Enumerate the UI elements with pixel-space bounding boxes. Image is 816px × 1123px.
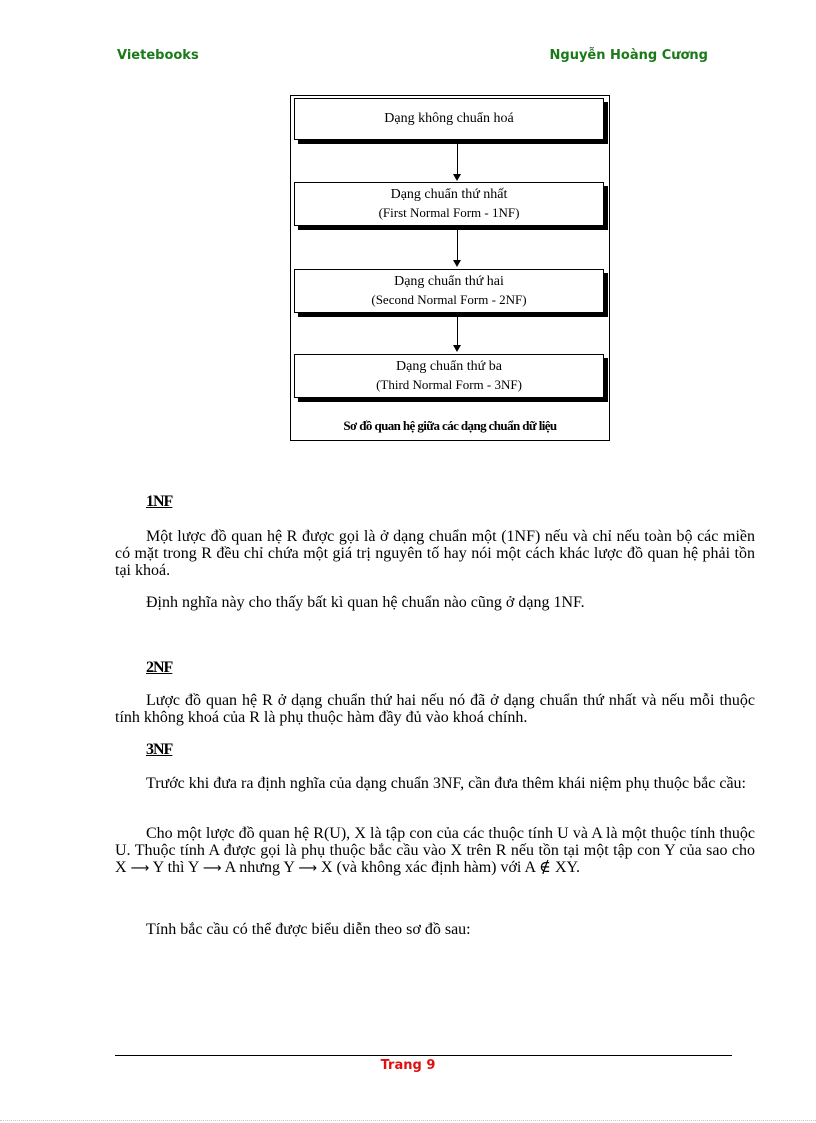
heading-1nf: 1NF	[146, 493, 173, 510]
connector-line	[457, 230, 458, 261]
box-title: Dạng chuẩn thứ hai	[394, 274, 504, 289]
arrow-down-icon	[453, 174, 461, 181]
box-subtitle: (Second Normal Form - 2NF)	[371, 292, 527, 307]
right-arrow-icon: ⟶	[130, 861, 150, 876]
paragraph-2nf-definition	[115, 692, 755, 726]
paragraph-text: Một lược đồ quan hệ R được gọi là ở dạng chuẩn một (1NF) nếu và chỉ nếu toàn bộ các miền có mặt trong R đều chỉ chứa một giá trị nguyên tố hay nói một cách khác lược đồ quan hệ phải tồn tại khoá.	[115, 528, 755, 579]
page-bottom-border	[0, 1120, 816, 1121]
paragraph-text	[115, 825, 755, 877]
paragraph-3nf-intro	[115, 775, 755, 792]
text-segment: X (và	[320, 859, 357, 876]
paragraph-1nf-definition	[115, 528, 755, 579]
paragraph-text: Định nghĩa này cho thấy bất kì quan hệ chuẩn nào cũng ở dạng 1NF.	[146, 594, 585, 611]
paragraph-text: Tính bắc cầu có thể được biểu diễn theo sơ đồ sau:	[146, 921, 471, 938]
box-title: Dạng chuẩn thứ ba	[396, 359, 502, 374]
text-segment: không xác định hàm) với A ∉ XY.	[360, 859, 581, 876]
box-subtitle: (First Normal Form - 1NF)	[378, 205, 520, 220]
diagram-caption: Sơ đồ quan hệ giữa các dạng chuẩn dữ liệu	[343, 418, 557, 433]
page-number: Trang 9	[380, 1058, 436, 1073]
header-right: Nguyễn Hoàng Cương	[549, 48, 708, 63]
text-segment: nếu tồn tại một tập con Y của sao cho X	[115, 842, 756, 876]
arrow-down-icon	[453, 345, 461, 352]
paragraph-text: Trước khi đưa ra định nghĩa của dạng chuẩn 3NF, cần đưa thêm khái niệm phụ thuộc bắc cầu:	[146, 775, 746, 792]
diagram-box-2nf	[294, 269, 604, 313]
right-arrow-icon: ⟶	[202, 861, 222, 876]
connector-line	[457, 144, 458, 175]
paragraph-transitive-diagram-intro	[115, 921, 755, 938]
text-segment: A nhưng Y	[224, 859, 295, 876]
diagram-box-unnormalized	[294, 98, 604, 140]
diagram-box-1nf	[294, 182, 604, 226]
footer-rule	[115, 1055, 732, 1056]
normal-forms-diagram	[290, 95, 610, 441]
box-subtitle: (Third Normal Form - 3NF)	[376, 377, 522, 392]
box-title: Dạng chuẩn thứ nhất	[390, 187, 508, 202]
text-segment: Y thì Y	[152, 859, 199, 876]
paragraph-transitive-definition	[115, 825, 755, 877]
paragraph-1nf-note	[115, 594, 755, 611]
paragraph-text: Lược đồ quan hệ R ở dạng chuẩn thứ hai nếu nó đã ở dạng chuẩn thứ nhất và nếu mỗi thuộc tính không khoá của R là phụ thuộc hàm đầy đủ vào khoá chính.	[115, 692, 755, 726]
heading-3nf: 3NF	[146, 741, 173, 758]
right-arrow-icon: ⟶	[298, 861, 317, 876]
header-left: Vietebooks	[117, 48, 199, 63]
box-title: Dạng không chuẩn hoá	[384, 111, 514, 126]
arrow-down-icon	[453, 260, 461, 267]
connector-line	[457, 317, 458, 346]
heading-2nf: 2NF	[146, 659, 173, 676]
text-segment: Cho một lược đồ quan hệ R(U), X là tập con của các thuộc tính U và A là một thuộc tính thuộc U. Thuộc tính A được gọi là phụ thuộc bắc cầu vào X trên R	[115, 825, 755, 859]
diagram-box-3nf	[294, 354, 604, 398]
